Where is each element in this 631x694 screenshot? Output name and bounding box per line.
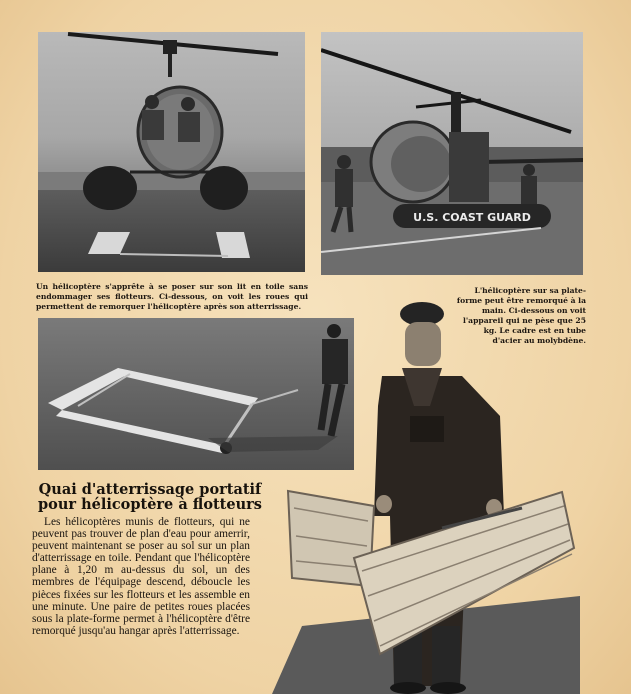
article-headline: Quai d'atterrissage portatif pour hélicoptère à flotteurs <box>38 481 262 513</box>
caption-top-left: Un hélicoptère s'apprête à se poser sur son lit en toile sans endommager ses flotteurs. Ci-dessous, on voit les roues qui permettent de remorquer l'hélicoptère après son atterrissage. <box>36 282 308 311</box>
article-body: Les hélicoptères munis de flotteurs, qui ne peuvent pas trouver de plan d'eau pour amerrir, peuvent maintenant se poser au sol sur un plan d'atterrissage en toile. Pendant que l'hélicoptère plane à 1,20 m au-dessus du sol, un des membres de l'équipage descend, déboucle les pièces fixées sur les flotteurs et les assemble en une minute. Une paire de petites roues placées sous la plate-forme permet à l'hélicoptère d'être remorqué jusqu'au hangar après l'atterrissage. <box>32 516 250 637</box>
float-marking: U.S. COAST GUARD <box>413 211 531 224</box>
photo-coast-guard-helicopter <box>321 32 583 275</box>
photo-helicopter-hovering <box>38 32 305 272</box>
caption-top-right: L'hélicoptère sur sa plate-forme peut être remorqué à la main. Ci-dessous on voit l'appareil qui ne pèse que 25 kg. Le cadre est en tube d'acier au molybdène. <box>456 286 586 345</box>
photo-man-holding-platform <box>262 296 580 694</box>
